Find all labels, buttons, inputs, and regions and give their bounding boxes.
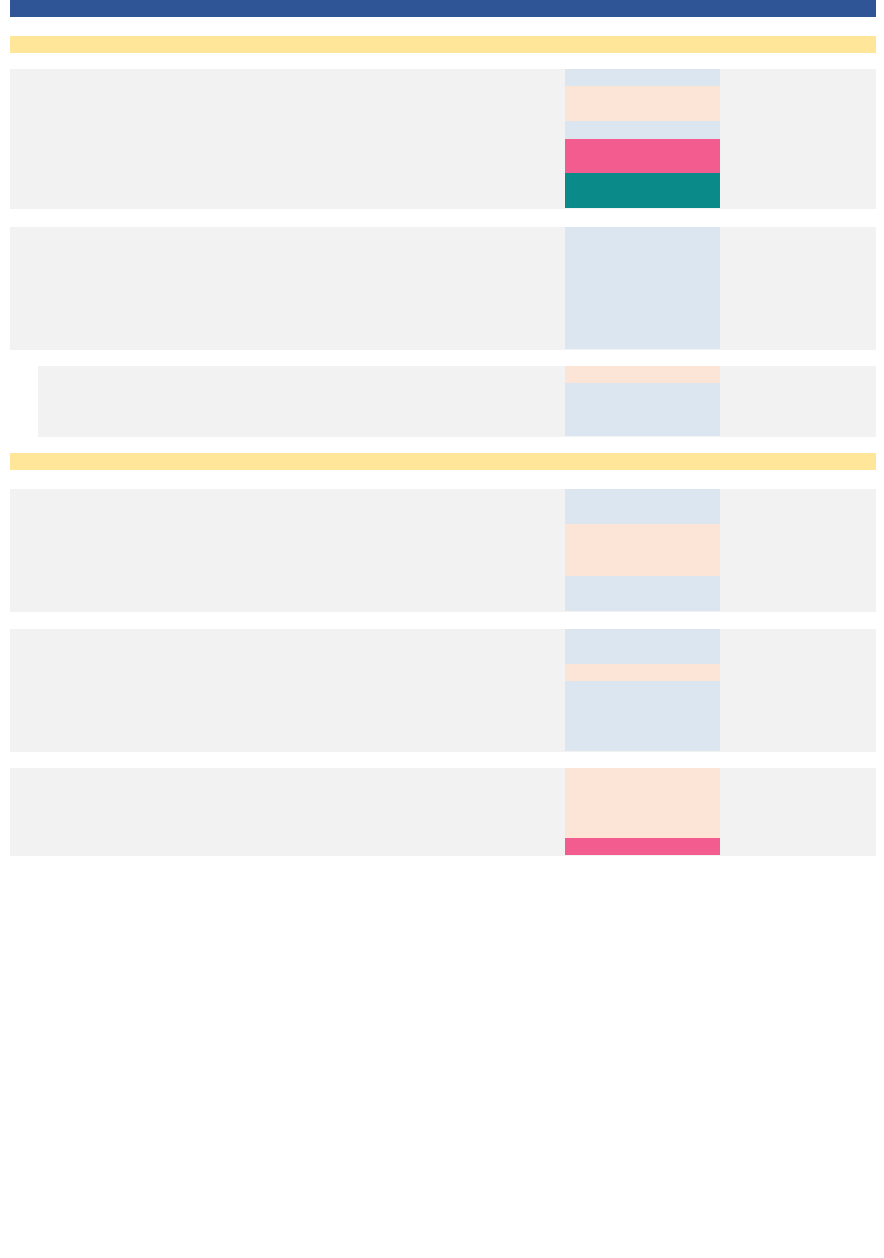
category-cell: [565, 733, 720, 750]
category-cell: [565, 104, 720, 121]
venue-label: [720, 366, 876, 436]
category-cell: [565, 279, 720, 296]
venue-label: [720, 69, 876, 208]
page-title: [10, 0, 876, 17]
category-cell: [565, 681, 720, 698]
day-header: [10, 36, 876, 53]
category-cell: [565, 121, 720, 138]
category-cell: [565, 768, 720, 785]
venue-label: [720, 629, 876, 751]
category-cell: [565, 227, 720, 244]
category-cell: [565, 593, 720, 610]
category-cell: [565, 820, 720, 837]
category-cell: [565, 664, 720, 681]
category-cell: [565, 69, 720, 86]
category-cell: [565, 629, 720, 646]
category-cell: [565, 541, 720, 558]
category-cell: [565, 366, 720, 383]
category-cell: [565, 576, 720, 593]
category-cell: [565, 803, 720, 820]
category-cell: [565, 646, 720, 663]
category-cell: [565, 699, 720, 716]
venue-label: [720, 768, 876, 855]
category-cell: [565, 383, 720, 400]
day-header: [10, 453, 876, 470]
category-cell: [565, 331, 720, 348]
category-cell: [565, 401, 720, 418]
category-cell: [565, 297, 720, 314]
category-cell: [565, 314, 720, 331]
venue-label: [720, 227, 876, 349]
category-cell: [565, 506, 720, 523]
category-cell: [565, 262, 720, 279]
category-cell: [565, 838, 720, 855]
category-cell: [565, 418, 720, 435]
category-cell: [565, 559, 720, 576]
category-cell: [565, 489, 720, 506]
category-cell: [565, 244, 720, 261]
venue-label: [720, 489, 876, 611]
category-cell: [565, 524, 720, 541]
category-cell: [565, 785, 720, 802]
category-cell: [565, 86, 720, 103]
category-cell: [565, 716, 720, 733]
